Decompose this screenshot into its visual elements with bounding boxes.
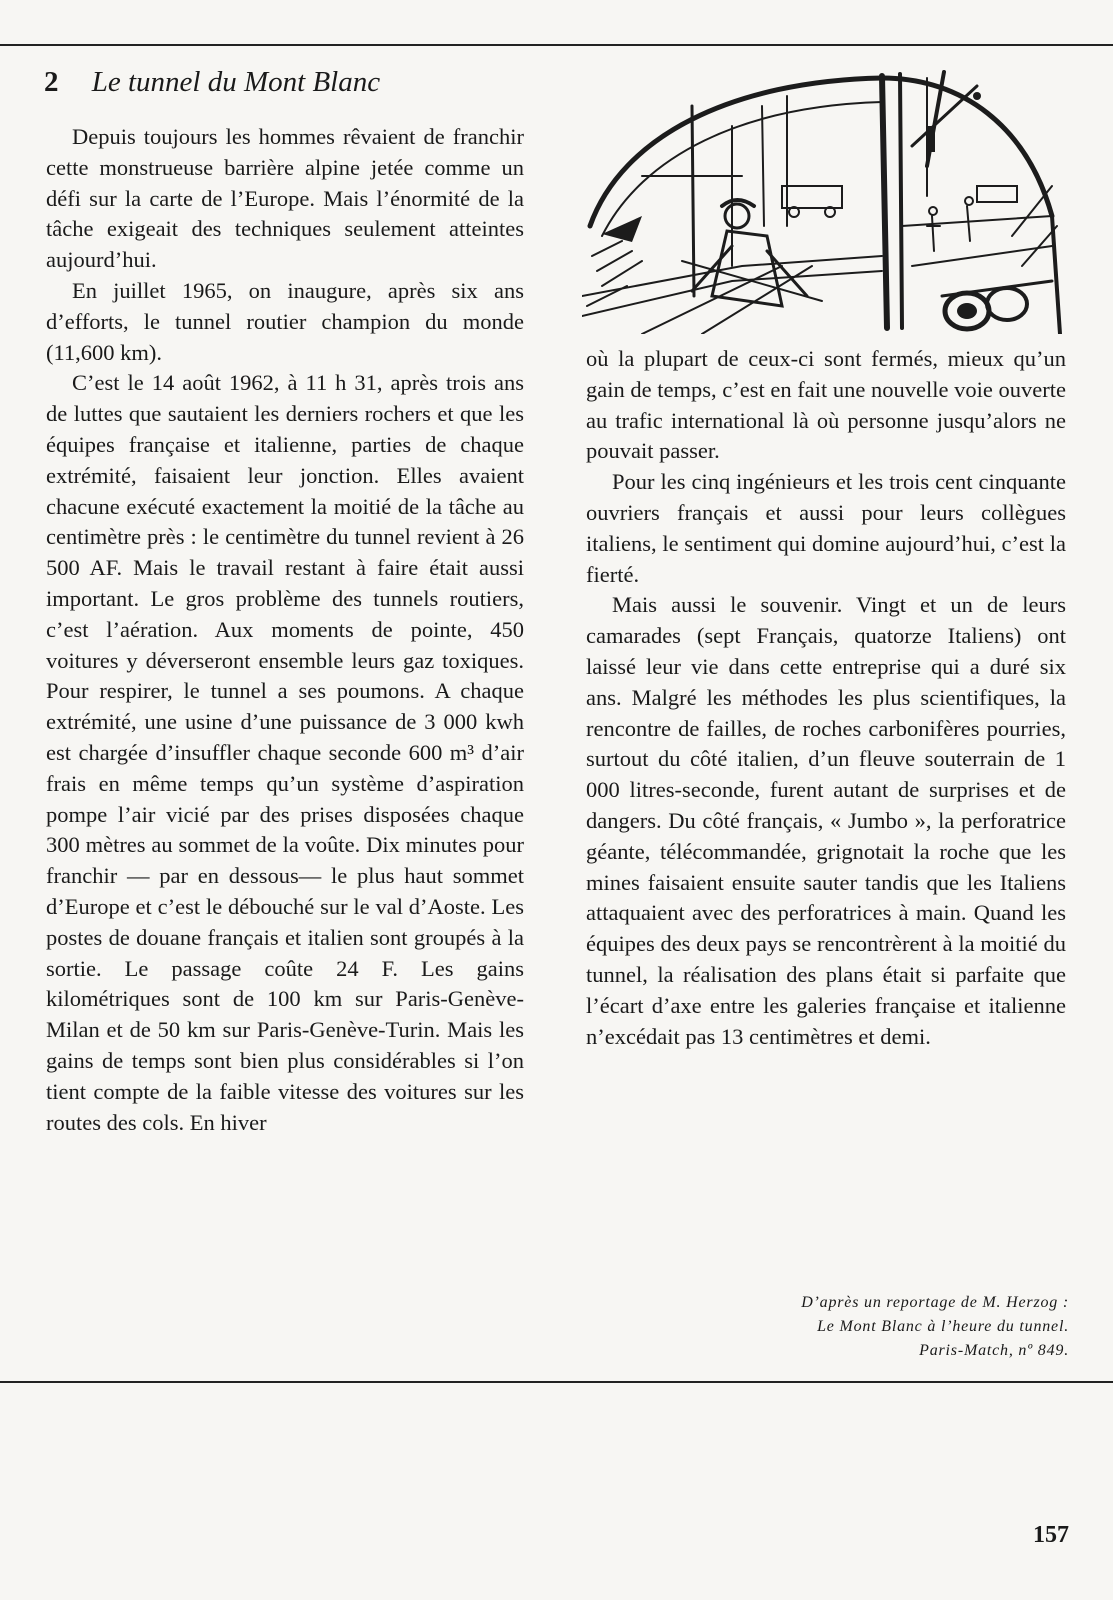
section-number: 2	[44, 66, 59, 98]
paragraph: Depuis toujours les hommes rêvaient de franchir cette monstrueuse barrière alpine jetée comme un défi sur la carte de l’Europe. Mais l’énormité de la tâche exigeait des techniques seulement atteintes aujourd’hui.	[46, 124, 524, 273]
tunnel-illustration	[582, 66, 1072, 334]
paragraph: Pour les cinq ingénieurs et les trois cent cinquante ouvriers français et aussi pour leurs collègues italiens, le sentiment qui domine aujourd’hui, c’est la fierté.	[586, 469, 1066, 587]
top-rule	[0, 44, 1113, 46]
paragraph: En juillet 1965, on inaugure, après six ans d’efforts, le tunnel routier champion du monde (11,600 km).	[46, 277, 524, 365]
page-number: 157	[1033, 1522, 1069, 1548]
paragraph: C’est le 14 août 1962, à 11 h 31, après trois ans de luttes que sautaient les derniers rochers et que les équipes française et italienne, parties de chaque extrémité, faisaient leur jonction. Elles avaient chacune exécuté exactement la moitié de la tâche au centimètre près : le centimètre du tunnel revient à 26 500 AF. Mais le travail restant à faire était aussi important. Le gros problème des tunnels routiers, c’est l’aération. Aux moments de pointe, 450 voitures y déverseront ensemble leurs gaz toxiques. Pour respirer, le tunnel a ses poumons. A chaque extrémité, une usine d’une puissance de 3 000 kwh est chargée d’insuffler chaque seconde 600 m³ d’air frais en même temps qu’un système d’aspiration pompe l’air vicié par des prises disposées chaque 300 mètres au sommet de la voûte. Dix minutes pour franchir — par en dessous— le plus haut sommet d’Europe et c’est le débouché sur le val d’Aoste. Les postes de douane français et italien sont groupés à la sortie. Le passage coûte 24 F. Les gains kilométriques sont de 100 km sur Paris-Genève-Milan et de 50 km sur Paris-Genève-Turin. Mais les gains de temps sont bien plus considérables si l’on tient compte de la faible vitesse des voitures sur les routes des cols. En hiver	[46, 370, 524, 1135]
source-line: Le Mont Blanc à l’heure du tunnel.	[817, 1318, 1069, 1335]
bottom-rule	[0, 1381, 1113, 1383]
paragraph: Mais aussi le souvenir. Vingt et un de leurs camarades (sept Français, quatorze Italiens) ont laissé leur vie dans cette entreprise qui a duré six ans. Malgré les méthodes les plus scientifiques, la rencontre de failles, de roches carbonifères pourries, surtout du côté italien, d’un fleuve souterrain de 1 000 litres-seconde, furent autant de surprises et de dangers. Du côté français, « Jumbo », la perforatrice géante, télécommandée, grignotait la roche que les mines faisaient ensuite sauter tandis que les Italiens attaquaient avec des perforatrices à main. Quand les équipes des deux pays se rencontrèrent à la moitié du tunnel, la réalisation des plans était si parfaite que l’écart d’axe entre les galeries française et italienne n’excédait pas 13 centimètres et demi.	[586, 592, 1066, 1049]
left-column	[46, 122, 524, 1138]
source-line: Paris-Match, nº 849.	[919, 1342, 1069, 1359]
paragraph: où la plupart de ceux-ci sont fermés, mieux qu’un gain de temps, c’est en fait une nouvelle voie ouverte au trafic international là où personne jusqu’alors ne pouvait passer.	[586, 346, 1066, 464]
section-heading	[44, 62, 380, 102]
right-column	[586, 344, 1066, 1052]
source-line: D’après un reportage de M. Herzog :	[801, 1294, 1069, 1311]
source-citation	[649, 1291, 1069, 1363]
section-title: Le tunnel du Mont Blanc	[91, 66, 381, 98]
